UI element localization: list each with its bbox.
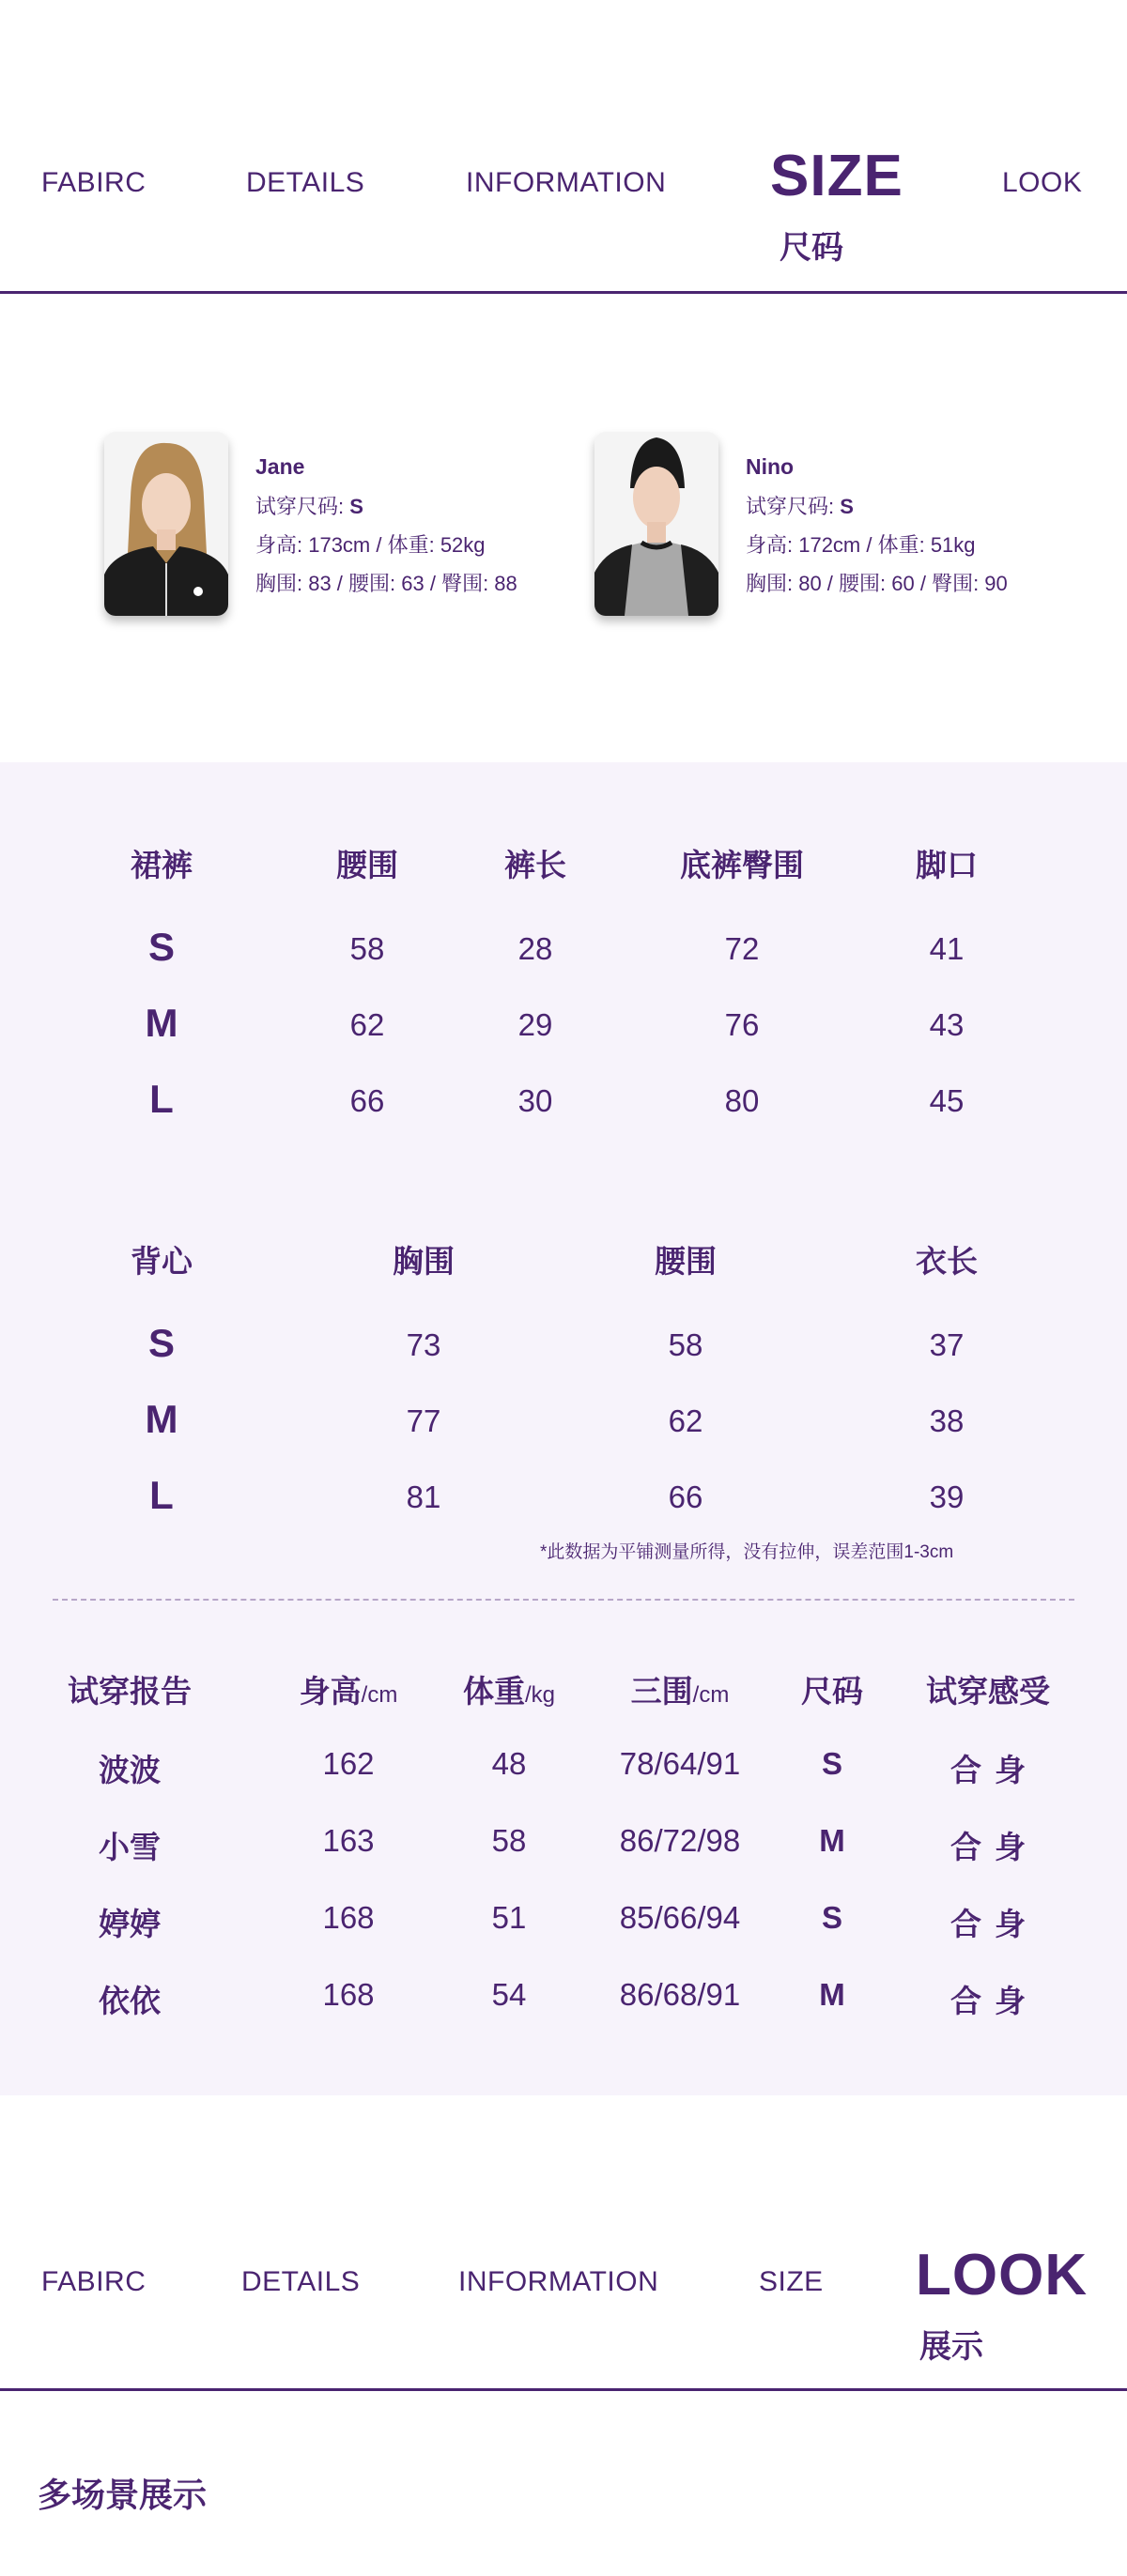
table-cell: 168: [322, 1977, 375, 2012]
model-size-value: S: [349, 495, 363, 518]
tester-name: 波波: [99, 1753, 161, 1787]
nav-look-active[interactable]: LOOK: [916, 2243, 1088, 2308]
size-label: L: [149, 1077, 174, 1121]
size-label: L: [149, 1473, 174, 1517]
model-body-line: 身高: 173cm / 体重: 52kg: [255, 533, 486, 557]
fit-feeling: 合身: [950, 1830, 1039, 1864]
table-header: 腰围: [655, 1244, 717, 1279]
table-cell: 48: [491, 1746, 527, 1781]
table-cell: S: [821, 1746, 843, 1781]
table-cell: 37: [929, 1327, 965, 1362]
table-header: 脚口: [916, 848, 978, 882]
table-header: 腰围: [336, 848, 398, 882]
nav-look[interactable]: LOOK: [1002, 167, 1083, 198]
header-unit: /cm: [692, 1682, 730, 1708]
table-cell: 76: [724, 1007, 760, 1042]
top-nav-divider: [0, 291, 1127, 294]
table-cell: 168: [322, 1900, 375, 1935]
table-cell: 29: [517, 1007, 553, 1042]
model-size-label: 试穿尺码:: [746, 495, 835, 518]
tester-name: 依依: [99, 1984, 161, 2018]
table-cell: 38: [929, 1403, 965, 1438]
table-cell: 72: [724, 931, 760, 966]
table-cell: 39: [929, 1480, 965, 1514]
table-cell: 58: [668, 1327, 703, 1362]
size-label: S: [147, 1321, 176, 1365]
dashed-divider: [53, 1599, 1074, 1601]
nav-size[interactable]: SIZE: [759, 2266, 824, 2297]
header-label: 体重: [462, 1674, 525, 1709]
table-header: [463, 1667, 555, 1711]
table-cell: 78/64/91: [619, 1746, 741, 1781]
table-cell: 30: [517, 1083, 553, 1118]
table-cell: 28: [517, 931, 553, 966]
nav-size-subtitle: 尺码: [780, 230, 843, 266]
fit-feeling: 合身: [950, 1984, 1039, 2018]
table-cell: 62: [349, 1007, 385, 1042]
table-header: [631, 1667, 730, 1711]
tester-name: 婷婷: [99, 1907, 161, 1941]
table-cell: 54: [491, 1977, 527, 2012]
table-header: 尺码: [801, 1674, 863, 1709]
header-unit: /cm: [361, 1682, 398, 1708]
table-cell: 86/72/98: [619, 1823, 741, 1858]
table-cell: 86/68/91: [619, 1977, 741, 2012]
tester-name: 小雪: [99, 1830, 161, 1864]
table-header: 裤长: [504, 848, 566, 882]
header-unit: /kg: [524, 1682, 556, 1708]
table-cell: 163: [322, 1823, 375, 1858]
nav-details[interactable]: DETAILS: [246, 167, 365, 198]
table-cell: 41: [929, 931, 965, 966]
size-label: S: [147, 925, 176, 969]
header-label: 身高: [299, 1674, 362, 1709]
table-cell: 58: [349, 931, 385, 966]
table-header: 试穿感受: [926, 1674, 1050, 1709]
model-size-label: 试穿尺码:: [255, 495, 345, 518]
model-info-jane: [255, 454, 517, 597]
table-cell: M: [819, 1823, 845, 1858]
bottom-nav-divider: [0, 2388, 1127, 2391]
nav-fabirc[interactable]: FABIRC: [41, 167, 147, 198]
model-portrait-icon: [104, 432, 228, 616]
model-name: Jane: [255, 454, 305, 479]
nav-information[interactable]: INFORMATION: [466, 167, 667, 198]
table-cell: 80: [724, 1083, 760, 1118]
fit-feeling: 合身: [950, 1907, 1039, 1941]
model-photo-jane: [104, 432, 228, 616]
table-cell: 62: [668, 1403, 703, 1438]
model-name: Nino: [746, 454, 795, 479]
model-measure-line: 胸围: 83 / 腰围: 63 / 臀围: 88: [255, 572, 517, 595]
table-cell: 162: [322, 1746, 375, 1781]
table-cell: M: [819, 1977, 845, 2012]
header-label: 三围: [630, 1674, 693, 1709]
table-header: 胸围: [393, 1244, 455, 1279]
model-size-line: [746, 491, 1008, 520]
size-label: M: [145, 1001, 178, 1045]
model-body-line: 身高: 172cm / 体重: 51kg: [746, 533, 976, 557]
nav-look-subtitle: 展示: [919, 2329, 983, 2365]
model-size-line: [255, 491, 517, 520]
nav-information[interactable]: INFORMATION: [458, 2266, 659, 2297]
nav-fabirc[interactable]: FABIRC: [41, 2266, 147, 2297]
table-cell: 66: [349, 1083, 385, 1118]
model-size-value: S: [840, 495, 854, 518]
model-portrait-icon: [594, 432, 718, 616]
fit-feeling: 合身: [950, 1753, 1039, 1787]
table-header: 底裤臀围: [680, 848, 804, 882]
table-cell: S: [821, 1900, 843, 1935]
table-cell: 77: [406, 1403, 441, 1438]
table-cell: 85/66/94: [619, 1900, 741, 1935]
table-cell: 45: [929, 1083, 965, 1118]
table-header: 试穿报告: [68, 1674, 192, 1709]
model-info-nino: [746, 454, 1008, 597]
model-measure-line: 胸围: 80 / 腰围: 60 / 臀围: 90: [746, 572, 1008, 595]
measurement-note: *此数据为平铺测量所得，没有拉伸，误差范围1-3cm: [540, 1542, 954, 1562]
table-header: [300, 1667, 398, 1711]
table-cell: 43: [929, 1007, 965, 1042]
size-label: M: [145, 1397, 178, 1441]
table-cell: 66: [668, 1480, 703, 1514]
table-header: 背心: [131, 1244, 193, 1279]
model-photo-nino: [594, 432, 718, 616]
table-cell: 73: [406, 1327, 441, 1362]
nav-size-active[interactable]: SIZE: [770, 144, 903, 208]
table-header: 裙裤: [131, 848, 193, 882]
table-cell: 81: [406, 1480, 441, 1514]
table-header: 衣长: [916, 1244, 978, 1279]
scene-title: 多场景展示: [38, 2476, 208, 2514]
nav-details[interactable]: DETAILS: [241, 2266, 361, 2297]
table-cell: 51: [491, 1900, 527, 1935]
table-cell: 58: [491, 1823, 527, 1858]
